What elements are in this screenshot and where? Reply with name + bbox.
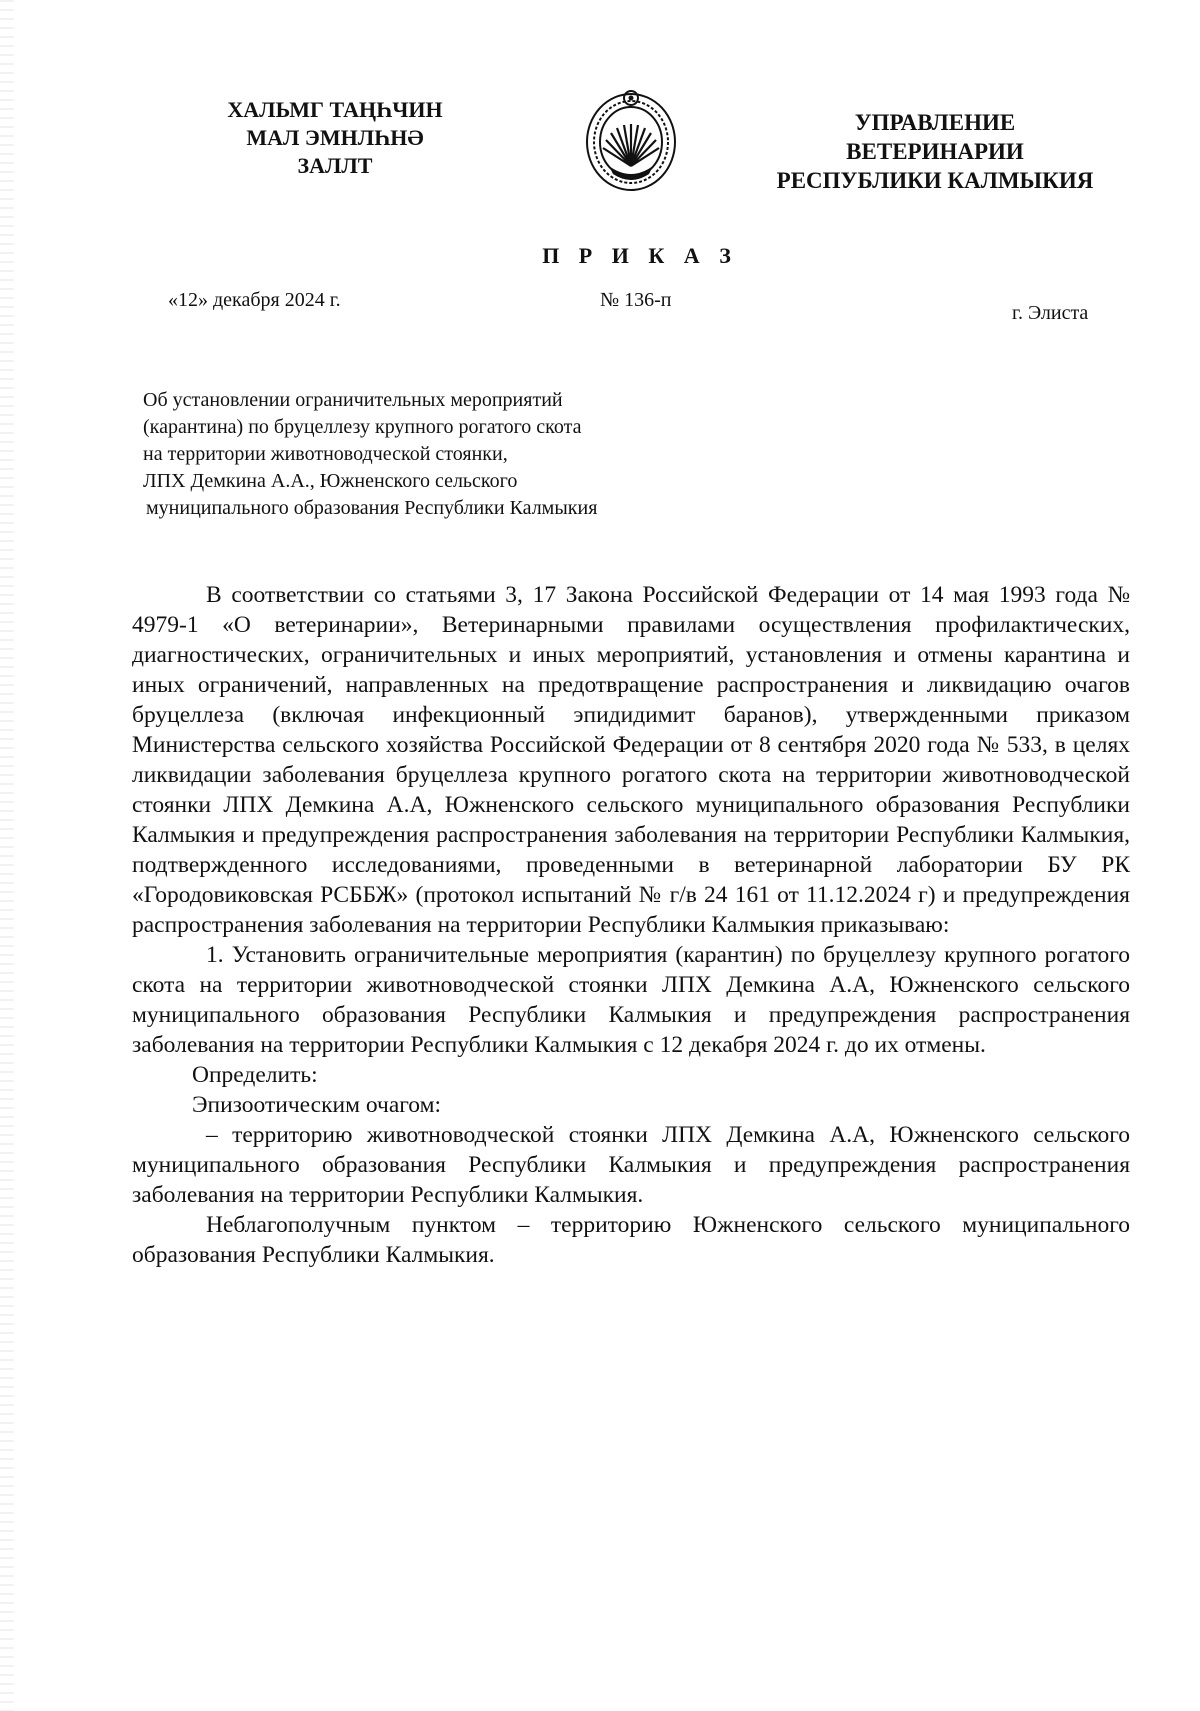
subject-line: Об установлении ограничительных мероприятий — [143, 389, 563, 411]
document-body — [132, 580, 1130, 1270]
document-subject — [143, 387, 743, 522]
header-kalmyk-title — [185, 96, 485, 180]
document-type: П Р И К А З — [542, 243, 738, 268]
header-right-line: ВЕТЕРИНАРИИ — [846, 139, 1024, 164]
subject-line: (карантина) по бруцеллезу крупного рогатого скота — [143, 416, 582, 438]
preamble-paragraph: В соответствии со статьями 3, 17 Закона Российской Федерации от 14 мая 1993 года № 4979-1 «О ветеринарии», Ветеринарными правилами осуществления профилактических, диагностических, ограничительных и иных мероприятий, установления и отмены карантина и иных ограничений, направленных на предотвращение распространения и ликвидацию очагов бруцеллеза (включая инфекционный эпидидимит баранов), утвержденными приказом Министерства сельского хозяйства Российской Федерации от 8 сентября 2020 года № 533, в целях ликвидации заболевания бруцеллеза крупного рогатого скота на территории животноводческой стоянки ЛПХ Демкина А.А, Южненского сельского муниципального образования Республики Калмыкия и предупреждения распространения заболевания на территории Республики Калмыкия, подтвержденного исследованиями, проведенными в ветеринарной лаборатории БУ РК «Городовиковская РСББЖ» (протокол испытаний № г/в 24 161 от 11.12.2024 г) и предупреждения распространения заболевания на территории Республики Калмыкия приказываю: — [132, 582, 1130, 938]
order-item-1: 1. Установить ограничительные мероприятия (карантин) по бруцеллезу крупного рогатого скота на территории животноводческой стоянки ЛПХ Демкина А.А, Южненского сельского муниципального образования Республики Калмыкия и предупреждения распространения заболевания на территории Республики Калмыкия с 12 декабря 2024 г. до их отмены. — [132, 942, 1130, 1058]
header-left-line: ЗАЛЛТ — [297, 153, 373, 178]
kalmykia-coat-of-arms-icon — [584, 86, 678, 194]
subject-line: муниципального образования Республики Калмыкия — [146, 497, 598, 519]
unfavorable-point: Неблагополучным пунктом – территорию Южненского сельского муниципального образования Республики Калмыкия. — [132, 1212, 1130, 1268]
focus-item: – территорию животноводческой стоянки ЛПХ Демкина А.А, Южненского сельского муниципального образования Республики Калмыкия и предупреждения распространения заболевания на территории Республики Калмыкия. — [132, 1122, 1130, 1208]
document-number: № 136-п — [600, 289, 672, 311]
header-left-line: МАЛ ЭМНЛҺНӘ — [246, 125, 424, 150]
document-date: «12» декабря 2024 г. — [168, 289, 341, 311]
scan-edge-artifact — [0, 0, 14, 1711]
document-city: г. Элиста — [1012, 302, 1089, 324]
header-right-line: УПРАВЛЕНИЕ — [854, 110, 1016, 135]
header-russian-title — [740, 108, 1130, 195]
header-left-line: ХАЛЬМГ ТАҢҺЧИН — [227, 97, 443, 122]
header-right-line: РЕСПУБЛИКИ КАЛМЫКИЯ — [776, 168, 1094, 193]
subject-line: на территории животноводческой стоянки, — [143, 443, 508, 465]
define-label: Определить: — [192, 1062, 318, 1088]
subject-line: ЛПХ Демкина А.А., Южненского сельского — [143, 470, 518, 492]
focus-heading: Эпизоотическим очагом: — [192, 1092, 441, 1118]
